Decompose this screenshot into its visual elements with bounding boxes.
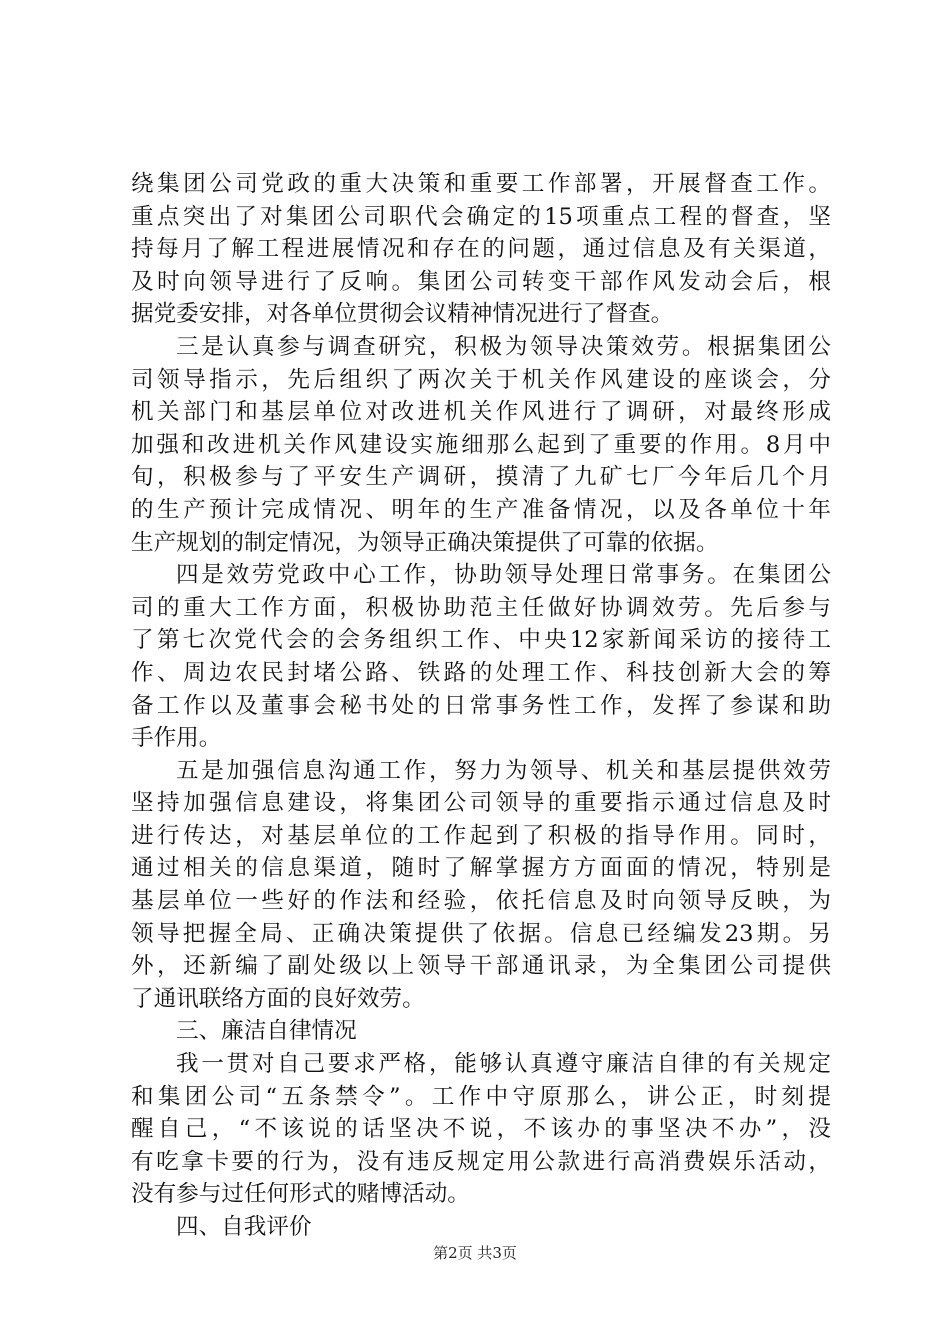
text-line: 生产规划的制定情况，为领导正确决策提供了可靠的依据。 (131, 529, 719, 556)
text-line: 外，还新编了副处级以上领导干部通讯录，为全集团公司提供 (131, 953, 831, 980)
text-line: 进行传达，对基层单位的工作起到了积极的指导作用。同时， (131, 822, 831, 849)
text-line: 我一贯对自己要求严格，能够认真遵守廉洁自律的有关规定 (176, 1051, 831, 1078)
text-line: 旬，积极参与了平安生产调研，摸清了九矿七厂今年后几个月 (131, 464, 831, 491)
text-line: 了通讯联络方面的良好效劳。 (131, 985, 425, 1012)
text-line: 三是认真参与调查研究，积极为领导决策效劳。根据集团公 (176, 333, 831, 360)
text-line: 绕集团公司党政的重大决策和重要工作部署，开展督查工作。 (131, 171, 831, 197)
text-line: 及时向领导进行了反响。集团公司转变干部作风发动会后，根 (131, 268, 831, 295)
text-line: 司领导指示，先后组织了两次关于机关作风建设的座谈会，分 (131, 366, 831, 393)
text-line: 加强和改进机关作风建设实施细那么起到了重要的作用。8月中 (131, 431, 831, 458)
document-body (131, 168, 831, 1244)
text-line: 四是效劳党政中心工作，协助领导处理日常事务。在集团公 (176, 562, 831, 589)
text-line: 重点突出了对集团公司职代会确定的15项重点工程的督查，坚 (131, 203, 831, 230)
text-line: 作、周边农民封堵公路、铁路的处理工作、科技创新大会的筹 (131, 659, 831, 686)
text-line: 三、廉洁自律情况 (176, 1018, 357, 1045)
text-line: 基层单位一些好的作法和经验，依托信息及时向领导反映，为 (131, 888, 831, 915)
text-line: 机关部门和基层单位对改进机关作风进行了调研，对最终形成 (131, 399, 831, 426)
text-line: 有吃拿卡要的行为，没有违反规定用公款进行高消费娱乐活动， (131, 1148, 831, 1175)
text-line: 的生产预计完成情况、明年的生产准备情况，以及各单位十年 (131, 496, 831, 523)
text-line: 领导把握全局、正确决策提供了依据。信息已经编发23期。另 (131, 920, 831, 947)
text-line: 五是加强信息沟通工作，努力为领导、机关和基层提供效劳 (176, 757, 831, 784)
text-line: 醒自己，“不该说的话坚决不说，不该办的事坚决不办”，没 (131, 1116, 831, 1143)
text-line: 持每月了解工程进展情况和存在的问题，通过信息及有关渠道， (131, 236, 831, 263)
text-line: 四、自我评价 (176, 1214, 312, 1240)
text-line: 坚持加强信息建设，将集团公司领导的重要指示通过信息及时 (131, 790, 831, 817)
text-line: 手作用。 (131, 725, 222, 752)
text-line: 据党委安排，对各单位贯彻会议精神情况进行了督查。 (131, 301, 674, 328)
text-line: 了第七次党代会的会务组织工作、中央12家新闻采访的接待工 (131, 627, 831, 654)
text-line: 通过相关的信息渠道，随时了解掌握方方面面的情况，特别是 (131, 855, 831, 882)
page-footer: 第2页 共3页 (433, 1244, 517, 1262)
text-line: 备工作以及董事会秘书处的日常事务性工作，发挥了参谋和助 (131, 692, 831, 719)
text-line: 没有参与过任何形式的赌博活动。 (131, 1181, 470, 1208)
text-line: 和集团公司“五条禁令”。工作中守原那么，讲公正，时刻提 (131, 1083, 831, 1110)
text-line: 司的重大工作方面，积极协助范主任做好协调效劳。先后参与 (131, 594, 831, 621)
